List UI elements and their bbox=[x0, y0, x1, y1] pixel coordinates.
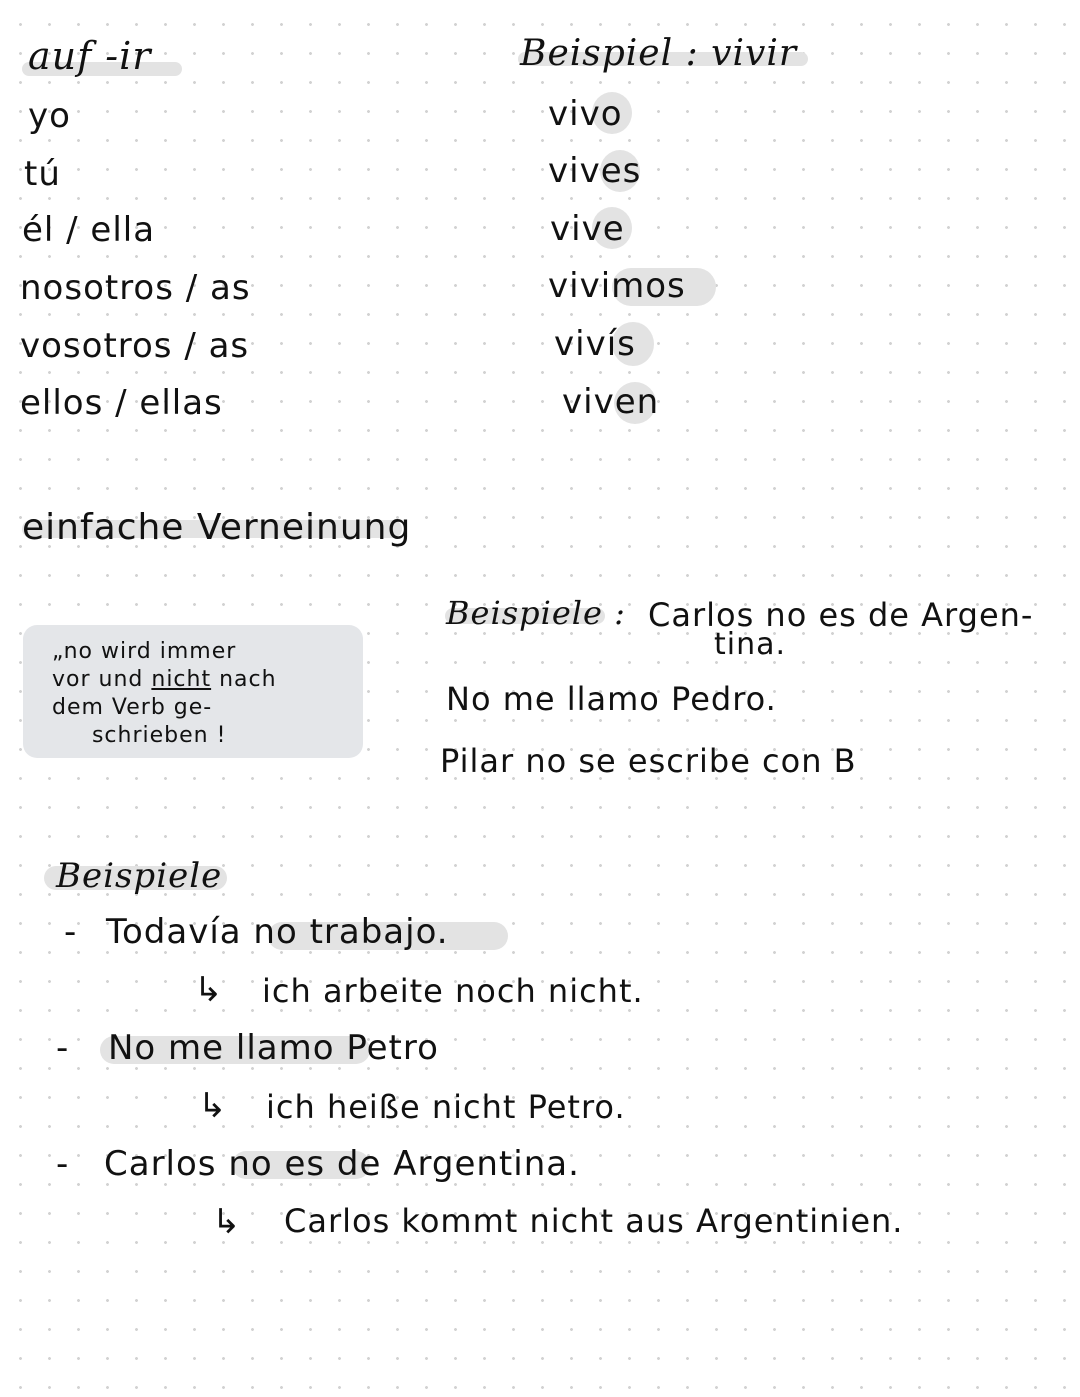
negation-example: Pilar no se escribe con B bbox=[440, 742, 857, 780]
note-line: dem Verb ge- bbox=[52, 695, 213, 720]
arrow-icon: ↳ bbox=[194, 970, 224, 1010]
pronoun: tú bbox=[24, 154, 61, 194]
note-line: vor und bbox=[52, 667, 152, 692]
verb-form: vivimos bbox=[548, 266, 686, 306]
pronoun: vosotros / as bbox=[20, 326, 250, 366]
note-line: nach bbox=[211, 667, 277, 692]
pronoun: él / ella bbox=[22, 210, 156, 250]
pronoun: yo bbox=[28, 96, 71, 136]
list-dash: - bbox=[56, 1028, 70, 1068]
example-translation: ich heiße nicht Petro. bbox=[266, 1088, 626, 1126]
verb-form: vive bbox=[550, 209, 625, 249]
list-dash: - bbox=[56, 1144, 70, 1184]
negation-example: tina. bbox=[714, 627, 787, 662]
note-underlined-word: nicht bbox=[151, 667, 212, 692]
examples-heading: Beispiele bbox=[56, 856, 223, 896]
verb-form: vivís bbox=[554, 324, 636, 364]
pronoun: ellos / ellas bbox=[20, 383, 223, 423]
arrow-icon: ↳ bbox=[212, 1202, 242, 1242]
example-translation: ich arbeite noch nicht. bbox=[262, 972, 644, 1010]
example-sentence: Todavía no trabajo. bbox=[106, 912, 449, 952]
examples-label: Beispiele : bbox=[446, 594, 626, 632]
note-line: „no wird immer bbox=[52, 639, 237, 664]
note-line: schrieben ! bbox=[91, 723, 227, 748]
verb-form: vivo bbox=[548, 94, 623, 134]
negation-example: Carlos no es de Argen- bbox=[648, 596, 1034, 634]
list-dash: - bbox=[64, 912, 78, 952]
rule-note-text bbox=[52, 638, 277, 750]
example-sentence: Carlos no es de Argentina. bbox=[104, 1144, 580, 1184]
pronoun: nosotros / as bbox=[20, 268, 251, 308]
example-translation: Carlos kommt nicht aus Argentinien. bbox=[284, 1202, 904, 1240]
conjugation-heading: auf -ir bbox=[28, 34, 152, 78]
example-heading: Beispiel : vivir bbox=[520, 33, 798, 74]
verb-form: vives bbox=[548, 151, 642, 191]
negation-heading: einfache Verneinung bbox=[22, 507, 412, 548]
verb-form: viven bbox=[562, 382, 660, 422]
arrow-icon: ↳ bbox=[198, 1086, 228, 1126]
example-sentence: No me llamo Petro bbox=[108, 1028, 439, 1068]
negation-example: No me llamo Pedro. bbox=[446, 680, 777, 718]
